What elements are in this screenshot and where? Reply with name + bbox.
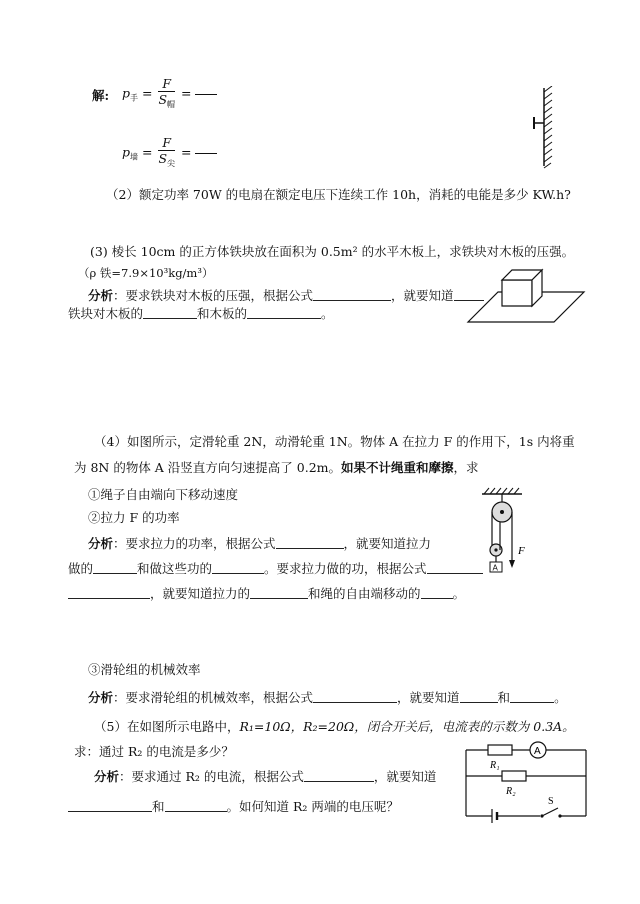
- equals-sign: =: [181, 144, 192, 160]
- analysis-label: 分析: [88, 690, 114, 705]
- question-text: （5）在如图所示电路中，: [94, 719, 240, 734]
- blank-efficiency-formula[interactable]: [313, 690, 397, 703]
- analysis-text: ：要求拉力的功率，根据公式: [113, 536, 276, 551]
- question-4-item3: ③滑轮组的机械效率: [88, 662, 201, 677]
- analysis-text: ，就要知道拉力: [343, 536, 432, 551]
- question-4-analysis-3: [68, 586, 465, 602]
- question-4-item2: ②拉力 F 的功率: [88, 510, 180, 525]
- analysis-text: ：要求铁块对木板的压强，根据公式: [113, 288, 314, 303]
- analysis-text: 和: [152, 799, 165, 814]
- question-values: R₁=10Ω，R₂=20Ω，闭合开关后，电流表的示数为 0.3A。: [239, 719, 575, 734]
- answer-dash: [195, 153, 217, 154]
- question-text: 为 8N 的物体 A 沿竖直方向匀速提高了 0.2m。: [74, 460, 342, 475]
- question-text: ，求: [453, 460, 479, 475]
- analysis-text: ：要求滑轮组的机械效率，根据公式: [113, 690, 314, 705]
- analysis-text: 做的: [68, 561, 94, 576]
- question-2: （2）额定功率 70W 的电扇在额定电压下连续工作 10h，消耗的电能是多少 KW.h?: [106, 187, 571, 202]
- question-3-analysis-2: [68, 306, 334, 322]
- equals-sign: =: [181, 85, 192, 101]
- analysis-text: ，就要知道: [391, 288, 454, 303]
- analysis-text: ，就要知道: [373, 769, 437, 784]
- analysis-text: 。要求拉力做的功，根据公式: [264, 561, 427, 576]
- question-4-item1: ①绳子自由端向下移动速度: [88, 487, 239, 502]
- blank-pressure-force[interactable]: [143, 306, 197, 319]
- ammeter-label: A: [534, 746, 541, 757]
- analysis-text: 铁块对木板的: [68, 306, 144, 321]
- denominator: $S_帽$: [158, 92, 176, 109]
- blank-useful-work[interactable]: [460, 690, 498, 703]
- formula-pressure-hand: [122, 76, 217, 112]
- thumbtack-wall-figure: [520, 86, 570, 170]
- analysis-text: 和木板的: [197, 306, 248, 321]
- block-a-label: A: [492, 563, 498, 573]
- blank-total-work[interactable]: [510, 690, 554, 703]
- question-3-analysis: [88, 288, 484, 304]
- blank-area[interactable]: [247, 306, 321, 319]
- question-4-analysis-2: [68, 561, 483, 577]
- equals-sign: =: [142, 85, 153, 101]
- blank-power-formula[interactable]: [276, 536, 344, 549]
- force-f-label: F: [518, 545, 525, 557]
- analysis-text: 和: [497, 690, 511, 705]
- analysis-text: 。: [321, 306, 334, 321]
- analysis-text: 和绳的自由端移动的: [308, 586, 421, 601]
- pulley-system-figure: [476, 484, 546, 580]
- analysis-label: 分析: [88, 288, 114, 303]
- question-5-line2: 求：通过 R₂ 的电流是多少？: [74, 744, 234, 759]
- blank-lead[interactable]: [68, 586, 150, 599]
- blank-work[interactable]: [93, 561, 137, 574]
- question-3-line1: (3) 棱长 10cm 的正方体铁块放在面积为 0.5m² 的水平木板上，求铁块对木板的压强。: [90, 244, 575, 259]
- formula-pressure-wall: [122, 135, 217, 171]
- switch-label: S: [548, 796, 554, 807]
- analysis-text: 。如何知道 R₂ 两端的电压呢？: [226, 799, 399, 814]
- circuit-diagram-figure: [458, 738, 598, 824]
- analysis-text: 。: [554, 690, 567, 705]
- denominator: $S_尖$: [158, 151, 176, 168]
- numerator: F: [158, 76, 175, 92]
- question-4-line2: [74, 460, 479, 476]
- denominator-subscript: 帽: [167, 100, 176, 109]
- cube-on-board-figure: [466, 262, 586, 332]
- blank-formula[interactable]: [313, 288, 391, 301]
- formula-symbol: p: [122, 85, 131, 101]
- answer-dash: [195, 94, 217, 95]
- question-emphasis: 如果不计绳重和摩擦: [341, 460, 454, 475]
- formula-symbol: p: [122, 144, 131, 160]
- question-3-density: （ρ 铁=7.9×10³kg/m³）: [78, 266, 214, 280]
- question-5-line1: [94, 719, 575, 735]
- blank-time[interactable]: [212, 561, 264, 574]
- blank-work-formula[interactable]: [427, 561, 483, 574]
- question-4-analysis-4: [88, 690, 567, 706]
- analysis-text: 。: [452, 586, 466, 601]
- question-5-analysis-2: [68, 799, 399, 815]
- analysis-label: 分析: [94, 769, 120, 784]
- question-4-analysis-1: [88, 536, 431, 552]
- blank-voltage[interactable]: [68, 799, 152, 812]
- denominator-subscript: 尖: [167, 159, 176, 168]
- question-5-analysis-1: [94, 769, 436, 785]
- formula-subscript: 墙: [130, 152, 139, 162]
- solution-label: 解:: [92, 88, 110, 103]
- analysis-text: ：要求通过 R₂ 的电流，根据公式: [119, 769, 304, 784]
- analysis-text: ，就要知道拉力的: [150, 586, 251, 601]
- r1-label: R₁: [490, 760, 500, 771]
- blank-force[interactable]: [250, 586, 308, 599]
- blank-resistance[interactable]: [165, 799, 227, 812]
- analysis-label: 分析: [88, 536, 114, 551]
- blank-current-formula[interactable]: [304, 769, 374, 782]
- analysis-text: 和做这些功的: [137, 561, 213, 576]
- analysis-text: ，就要知道: [397, 690, 460, 705]
- fraction: [158, 135, 175, 171]
- formula-subscript: 手: [130, 93, 139, 103]
- r2-label: R₂: [506, 786, 516, 797]
- numerator: F: [158, 135, 175, 151]
- equals-sign: =: [142, 144, 153, 160]
- question-4-line1: （4）如图所示，定滑轮重 2N，动滑轮重 1N。物体 A 在拉力 F 的作用下，1s 内将重: [94, 434, 575, 449]
- blank-distance[interactable]: [421, 586, 453, 599]
- fraction: [158, 76, 175, 112]
